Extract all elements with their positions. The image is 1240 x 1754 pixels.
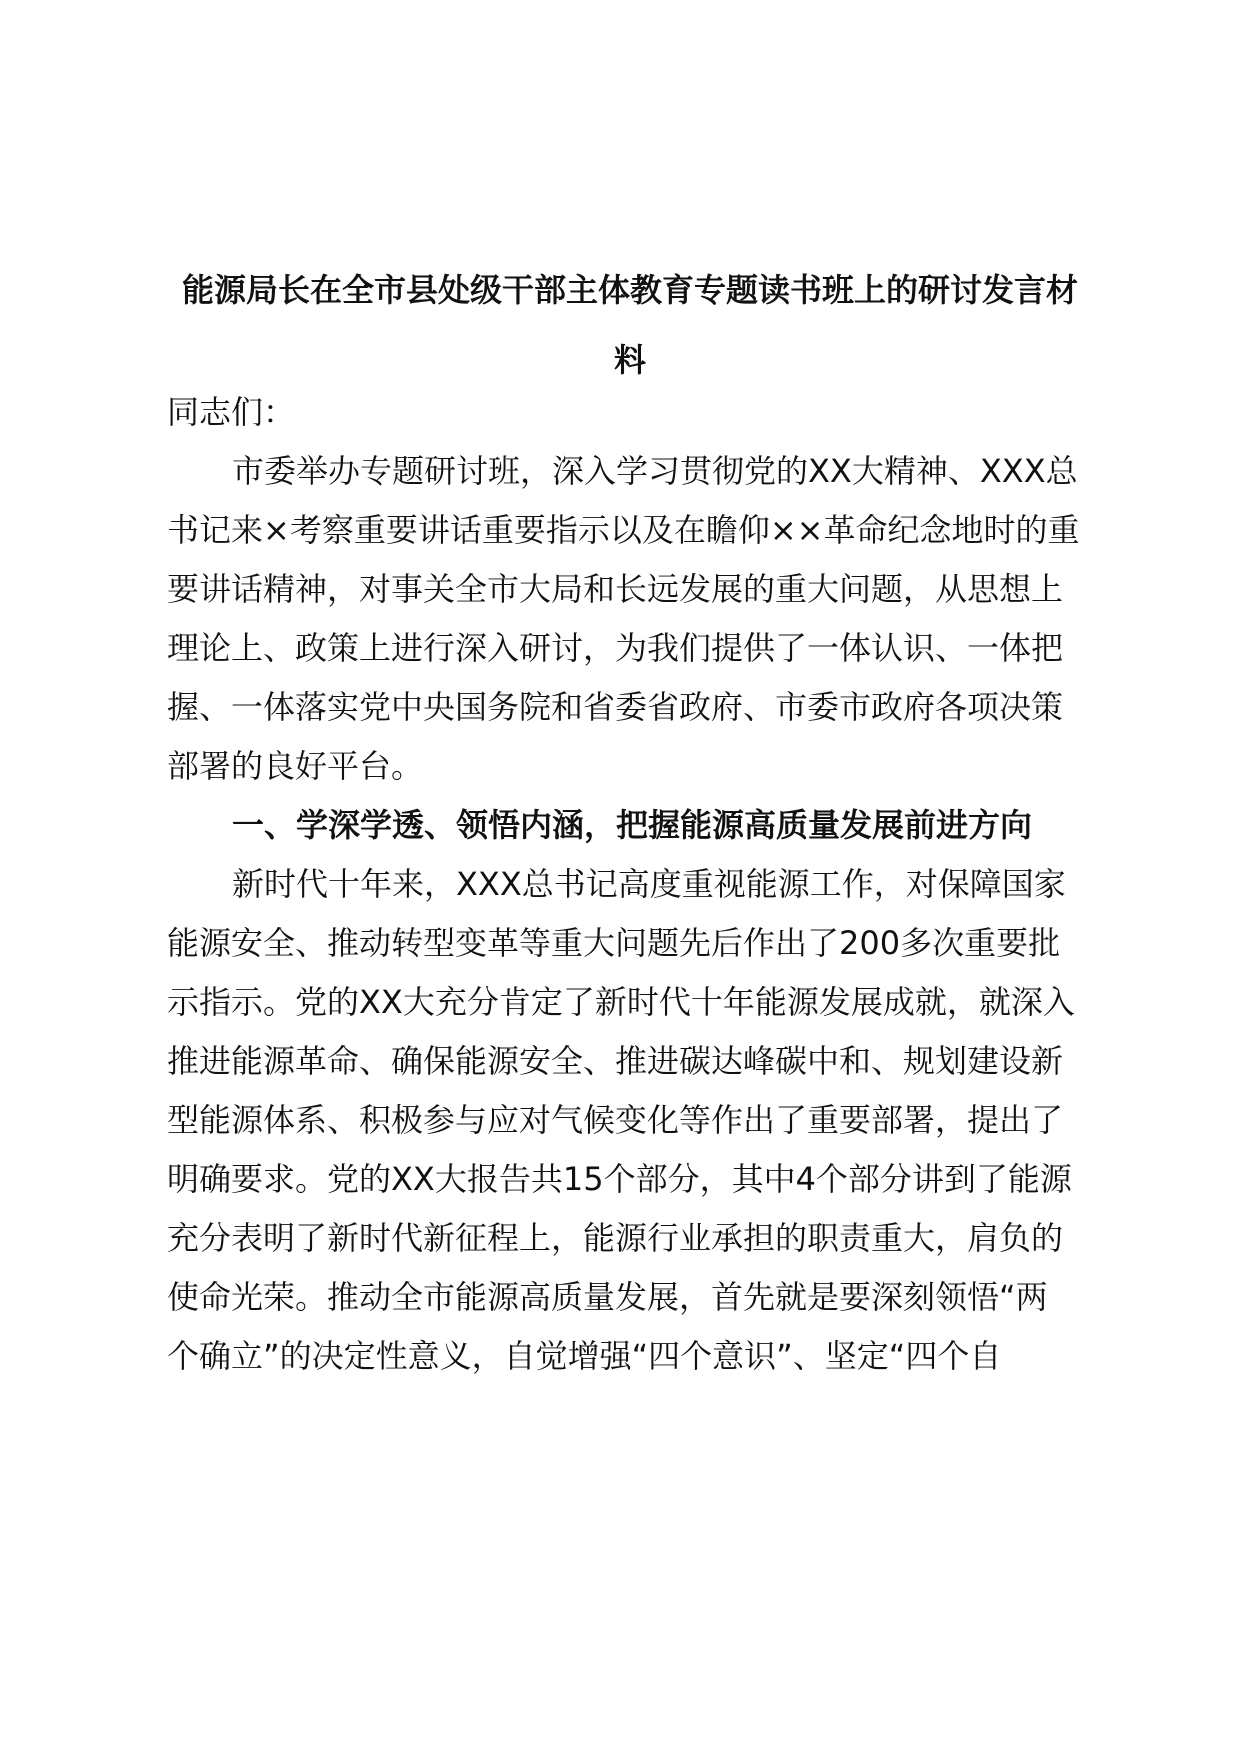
paragraph1-line-1: 市委举办专题研讨班，深入学习贯彻党的XX大精神、XXX总 — [232, 452, 1078, 490]
paragraph1-line-6: 部署的良好平台。 — [167, 747, 424, 785]
paragraph2-line-2: 能源安全、推动转型变革等重大问题先后作出了200多次重要批 — [167, 924, 1061, 962]
paragraph2-line-5: 型能源体系、积极参与应对气候变化等作出了重要部署，提出了 — [167, 1101, 1064, 1139]
paragraph1-line-5: 握、一体落实党中央国务院和省委省政府、市委市政府各项决策 — [167, 688, 1064, 726]
section1-heading: 一、学深学透、领悟内涵，把握能源高质量发展前进方向 — [232, 806, 1033, 844]
paragraph1-line-3: 要讲话精神，对事关全市大局和长远发展的重大问题，从思想上 — [167, 570, 1064, 608]
paragraph2-line-7: 充分表明了新时代新征程上，能源行业承担的职责重大，肩负的 — [167, 1219, 1064, 1257]
paragraph1-line-2: 书记来×考察重要讲话重要指示以及在瞻仰××革命纪念地时的重 — [167, 511, 1080, 549]
paragraph2-line-1: 新时代十年来，XXX总书记高度重视能源工作，对保障国家 — [232, 865, 1066, 903]
paragraph2-line-8: 使命光荣。推动全市能源高质量发展，首先就是要深刻领悟“两 — [167, 1278, 1048, 1316]
paragraph2-line-9: 个确立”的决定性意义，自觉增强“四个意识”、坚定“四个自 — [167, 1337, 1002, 1375]
document-title-line-2: 料 — [613, 341, 646, 379]
paragraph2-line-3: 示指示。党的XX大充分肯定了新时代十年能源发展成就，就深入 — [167, 983, 1075, 1021]
document-title-line-1: 能源局长在全市县处级干部主体教育专题读书班上的研讨发言材 — [181, 271, 1078, 309]
salutation: 同志们： — [167, 393, 296, 431]
paragraph2-line-4: 推进能源革命、确保能源安全、推进碳达峰碳中和、规划建设新 — [167, 1042, 1064, 1080]
paragraph2-line-6: 明确要求。党的XX大报告共15个部分，其中4个部分讲到了能源 — [167, 1160, 1072, 1198]
paragraph1-line-4: 理论上、政策上进行深入研讨，为我们提供了一体认识、一体把 — [167, 629, 1064, 667]
